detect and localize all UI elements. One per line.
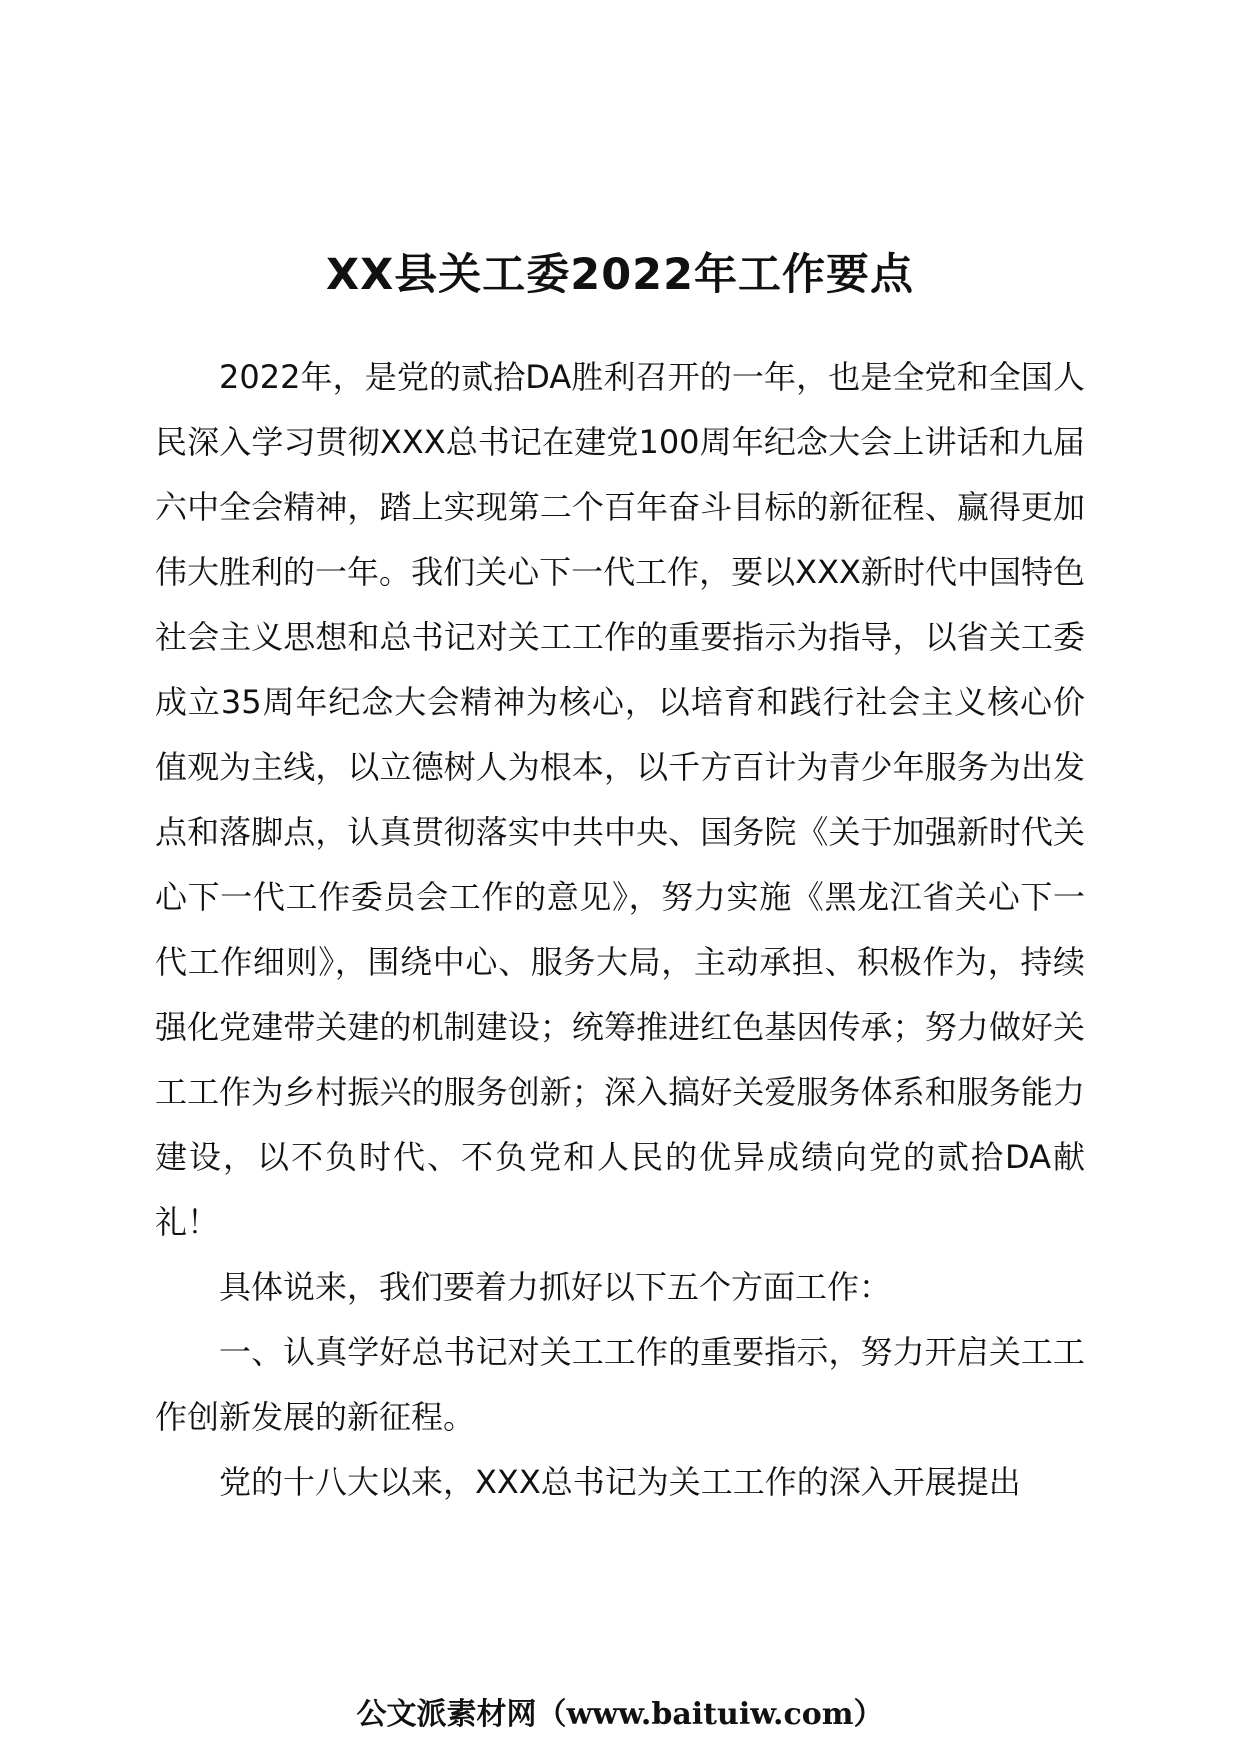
- footer-watermark: 公文派素材网（www.baituiw.com）: [356, 1697, 884, 1732]
- document-title: XX县关工委2022年工作要点: [326, 250, 914, 300]
- paragraph-section-1: 党的十八大以来，XXX总书记为关工工作的深入开展提出: [219, 1463, 1021, 1501]
- paragraph-intro: 2022年，是党的贰拾DA胜利召开的一年，也是全党和全国人民深入学习贯彻XXX总书记在建党100周年纪念大会上讲话和九届六中全会精神，踏上实现第二个百年奋斗目标的新征程、赢得更加伟大胜利的一年。我们关心下一代工作，要以XXX新时代中国特色社会主义思想和总书记对关工工作的重要指示为指导，以省关工委成立35周年纪念大会精神为核心，以培育和践行社会主义核心价值观为主线，以立德树人为根本，以千方百计为青少年服务为出发点和落脚点，认真贯彻落实中共中央、国务院《关于加强新时代关心下一代工作委员会工作的意见》，努力实施《黑龙江省关心下一代工作细则》，围绕中心、服务大局，主动承担、积极作为，持续强化党建带关建的机制建设；统筹推进红色基因传承；努力做好关工工作为乡村振兴的服务创新；深入搞好关爱服务体系和服务能力建设，以不负时代、不负党和人民的优异成绩向党的贰拾DA献礼！: [155, 358, 1085, 1241]
- paragraph-overview: 具体说来，我们要着力抓好以下五个方面工作：: [219, 1268, 892, 1306]
- document-body: [155, 345, 1085, 1515]
- section-heading-1: 一、认真学好总书记对关工工作的重要指示，努力开启关工工作创新发展的新征程。: [155, 1333, 1085, 1436]
